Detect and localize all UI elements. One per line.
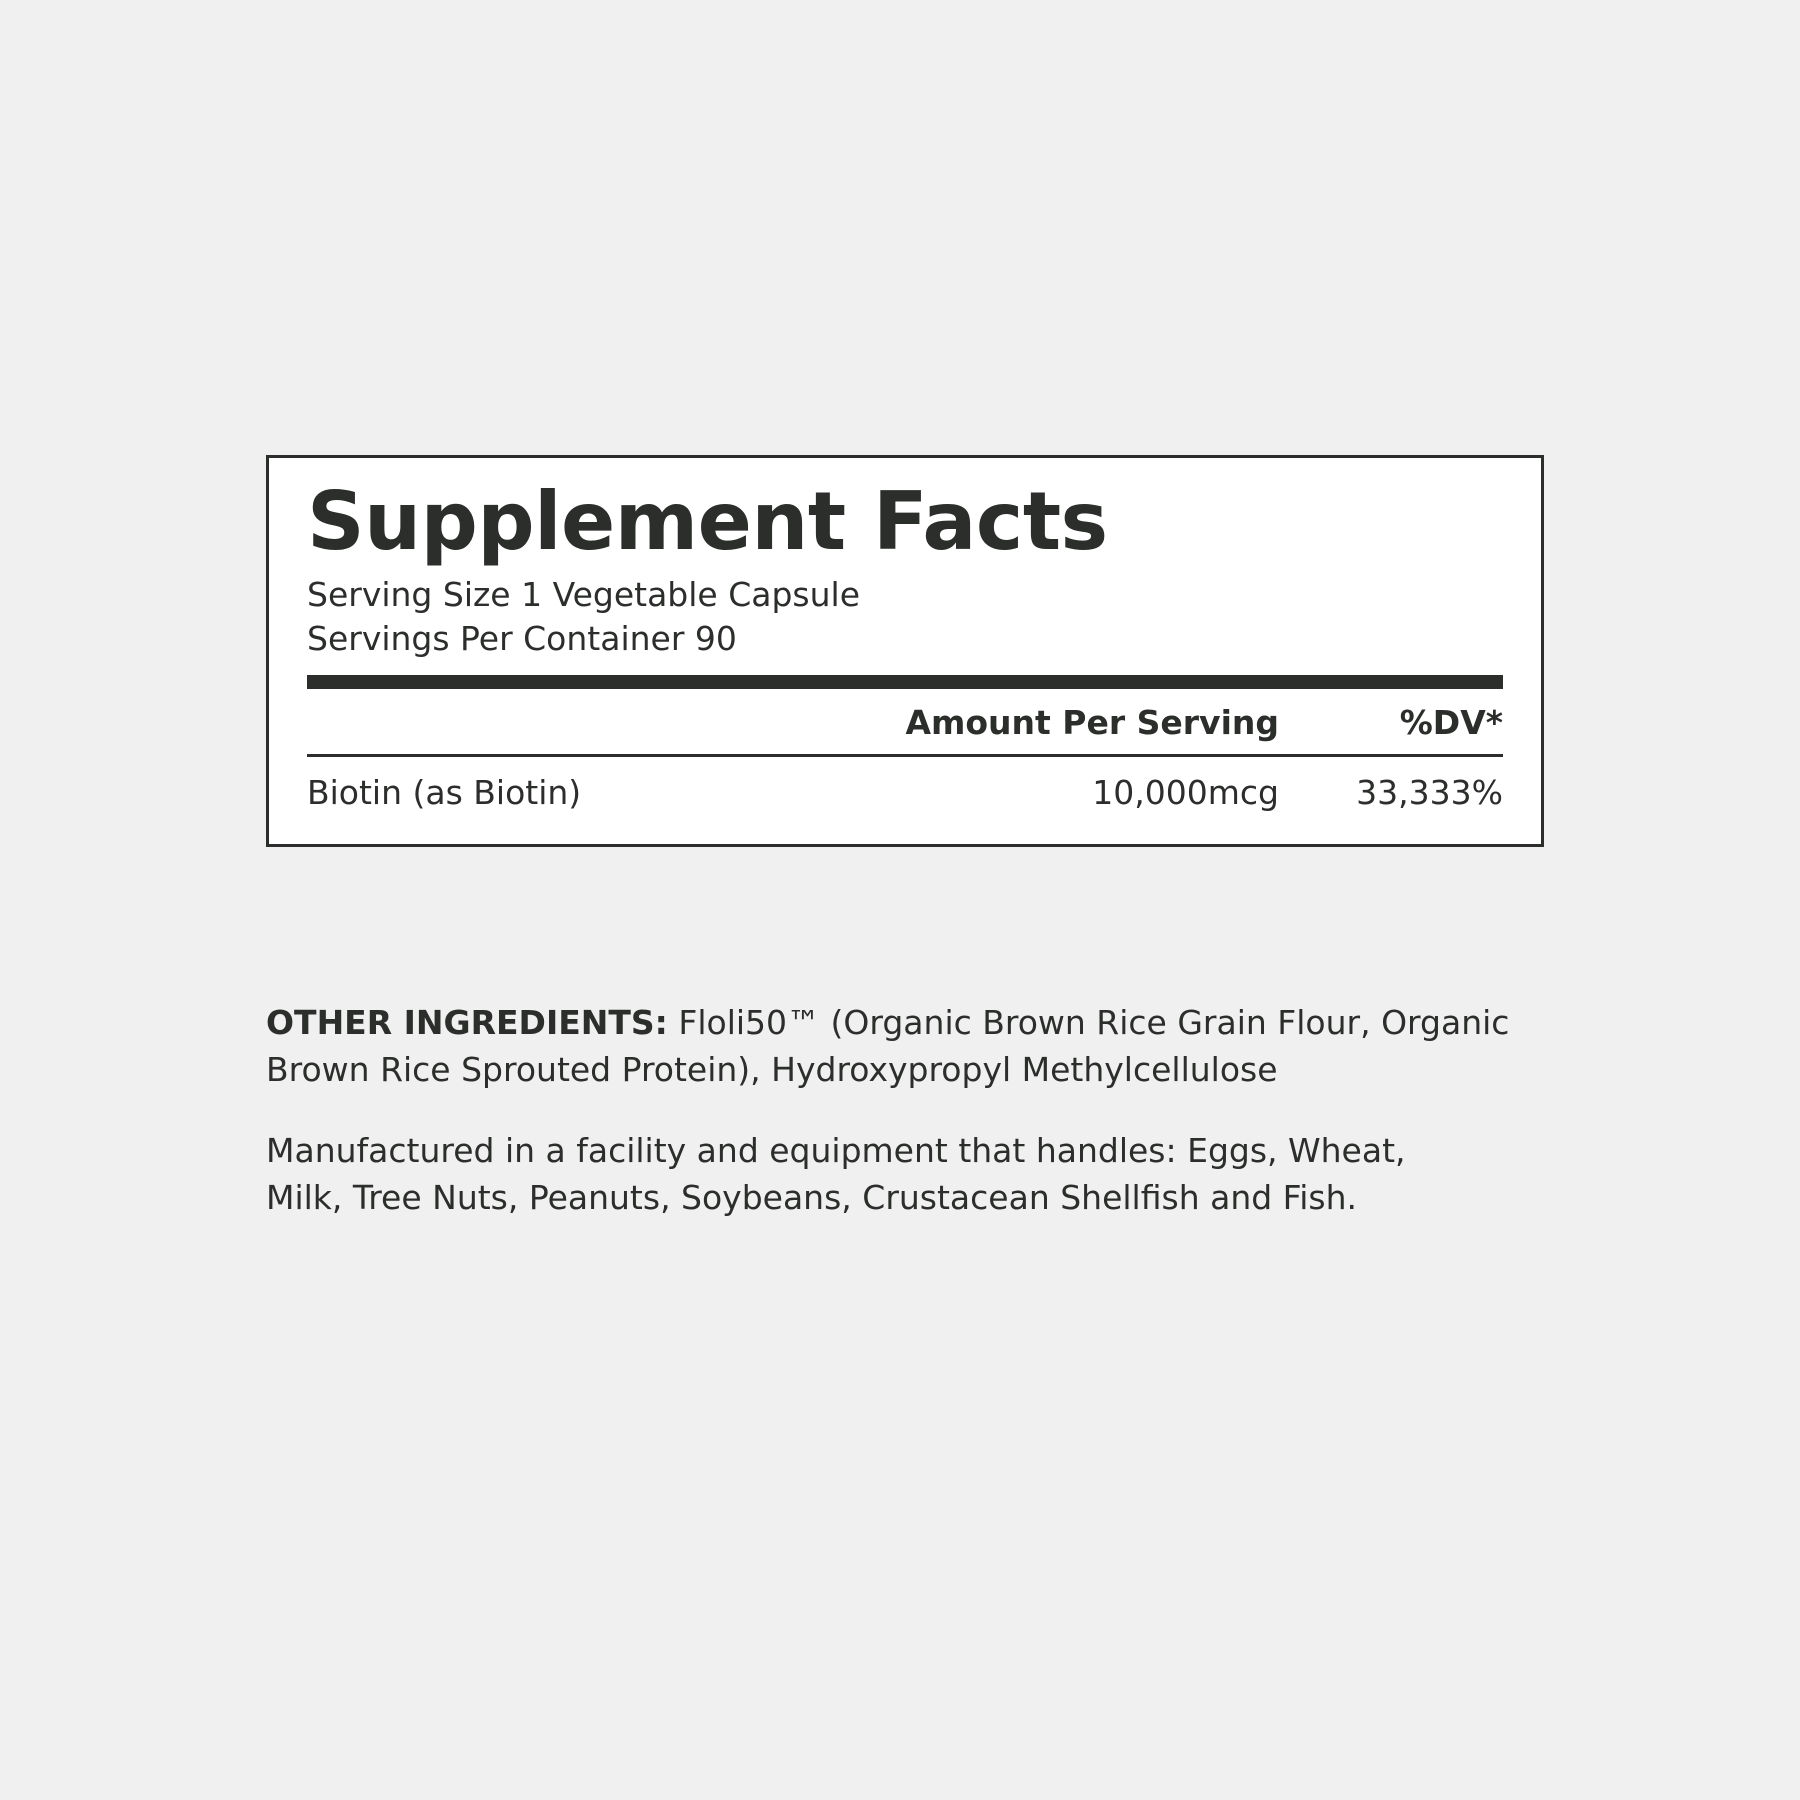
- nutrient-name: Biotin (as Biotin): [307, 773, 582, 813]
- thick-divider: [307, 675, 1503, 689]
- other-ingredients-label: OTHER INGREDIENTS:: [266, 1003, 668, 1042]
- nutrition-table: [307, 689, 1503, 754]
- supplement-facts-panel: [266, 455, 1544, 847]
- other-ingredients-paragraph: [266, 1000, 1556, 1094]
- column-header-dv: %DV*: [1399, 703, 1503, 743]
- table-header-row: [307, 689, 1503, 754]
- nutrition-rows: [307, 757, 1503, 818]
- page-title: Supplement Facts: [307, 475, 1108, 568]
- nutrient-dv: 33,333%: [1356, 773, 1503, 813]
- other-ingredients-text: Floli50™ (Organic Brown Rice Grain Flour, Organic Brown Rice Sprouted Protein), Hydroxypropyl Methylcellulose: [266, 1003, 1510, 1089]
- allergen-statement: Manufactured in a facility and equipment that handles: Eggs, Wheat, Milk, Tree Nuts, Peanuts, Soybeans, Crustacean Shellfish and Fish.: [266, 1130, 1406, 1217]
- servings-per-container-line: Servings Per Container 90: [307, 619, 737, 659]
- nutrient-amount: 10,000mcg: [1092, 773, 1279, 813]
- panel-footnotes: [266, 1000, 1556, 1221]
- serving-size-line: Serving Size 1 Vegetable Capsule: [307, 574, 861, 614]
- table-row: [307, 757, 1503, 818]
- column-header-amount: Amount Per Serving: [905, 703, 1279, 743]
